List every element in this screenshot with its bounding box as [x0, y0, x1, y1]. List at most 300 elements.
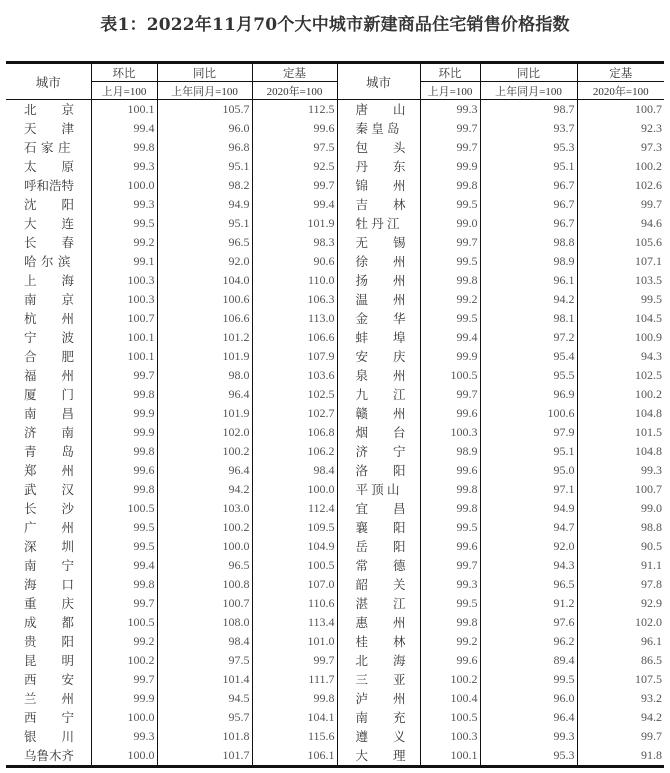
city-name-left: 南 昌	[24, 406, 75, 421]
base-value-left: 98.4	[252, 461, 337, 480]
city-name-left: 乌鲁木齐	[6, 746, 91, 767]
yoy-value-left: 100.0	[157, 537, 252, 556]
base-value-right: 102.6	[577, 176, 664, 195]
mom-value-right: 99.7	[420, 119, 480, 138]
yoy-value-right: 95.1	[480, 157, 577, 176]
yoy-value-right: 94.2	[480, 290, 577, 309]
yoy-value-right: 94.7	[480, 518, 577, 537]
city-name-left: 西 安	[24, 672, 75, 687]
table-row	[6, 119, 664, 138]
yoy-value-left: 101.4	[157, 670, 252, 689]
mom-value-left: 99.4	[91, 556, 157, 575]
city-name-left: 沈 阳	[24, 197, 75, 212]
yoy-value-right: 96.0	[480, 689, 577, 708]
yoy-value-right: 98.9	[480, 252, 577, 271]
yoy-value-right: 94.3	[480, 556, 577, 575]
mom-value-right: 100.1	[420, 746, 480, 767]
table-row	[6, 366, 664, 385]
mom-value-left: 100.1	[91, 100, 157, 120]
yoy-value-left: 100.8	[157, 575, 252, 594]
header-row-2	[6, 82, 664, 100]
mom-value-left: 99.8	[91, 138, 157, 157]
yoy-value-left: 102.0	[157, 423, 252, 442]
table-row	[6, 176, 664, 195]
mom-value-left: 99.1	[91, 252, 157, 271]
mom-value-right: 99.5	[420, 594, 480, 613]
city-name-right: 泸 州	[337, 689, 420, 708]
base-value-left: 106.2	[252, 442, 337, 461]
base-value-left: 99.7	[252, 176, 337, 195]
yoy-value-right: 96.7	[480, 195, 577, 214]
yoy-value-left: 100.6	[157, 290, 252, 309]
city-name-right: 赣 州	[337, 404, 420, 423]
mom-value-left: 99.3	[91, 727, 157, 746]
mom-value-left: 100.1	[91, 347, 157, 366]
city-name-right: 吉 林	[337, 195, 420, 214]
base-value-right: 93.2	[577, 689, 664, 708]
price-index-table	[6, 61, 664, 768]
base-value-left: 107.0	[252, 575, 337, 594]
header-mom-left: 环比	[91, 63, 157, 82]
city-name-right: 济 宁	[337, 442, 420, 461]
yoy-value-right: 95.0	[480, 461, 577, 480]
city-name-left: 深 圳	[24, 539, 75, 554]
city-name-right: 安 庆	[337, 347, 420, 366]
header-base-left: 定基	[252, 63, 337, 82]
table-row	[6, 632, 664, 651]
mom-value-right: 99.8	[420, 480, 480, 499]
city-name-right: 徐 州	[337, 252, 420, 271]
city-name-left: 贵 阳	[24, 634, 75, 649]
table-row	[6, 138, 664, 157]
header-base-sub-right: 2020年=100	[577, 82, 664, 100]
city-name-right: 无 锡	[337, 233, 420, 252]
base-value-right: 107.1	[577, 252, 664, 271]
yoy-value-left: 94.9	[157, 195, 252, 214]
yoy-value-right: 92.0	[480, 537, 577, 556]
mom-value-right: 100.5	[420, 708, 480, 727]
table-row	[6, 480, 664, 499]
base-value-right: 99.5	[577, 290, 664, 309]
table-row	[6, 214, 664, 233]
city-name-left: 南 宁	[24, 558, 75, 573]
yoy-value-left: 98.0	[157, 366, 252, 385]
base-value-right: 100.2	[577, 385, 664, 404]
base-value-left: 100.5	[252, 556, 337, 575]
base-value-right: 97.3	[577, 138, 664, 157]
city-name-left: 武 汉	[24, 482, 75, 497]
header-city-right: 城市	[337, 63, 420, 100]
mom-value-right: 99.9	[420, 347, 480, 366]
yoy-value-right: 99.5	[480, 670, 577, 689]
city-name-right: 泉 州	[337, 366, 420, 385]
yoy-value-right: 97.6	[480, 613, 577, 632]
mom-value-right: 99.7	[420, 138, 480, 157]
city-name-right: 丹 东	[337, 157, 420, 176]
yoy-value-left: 97.5	[157, 651, 252, 670]
mom-value-left: 99.8	[91, 385, 157, 404]
yoy-value-left: 94.2	[157, 480, 252, 499]
mom-value-right: 99.3	[420, 100, 480, 120]
table-row	[6, 537, 664, 556]
city-name-left: 重 庆	[24, 596, 75, 611]
mom-value-right: 99.7	[420, 233, 480, 252]
mom-value-right: 99.8	[420, 271, 480, 290]
city-name-right: 遵 义	[337, 727, 420, 746]
base-value-left: 113.0	[252, 309, 337, 328]
yoy-value-right: 97.2	[480, 328, 577, 347]
base-value-left: 115.6	[252, 727, 337, 746]
table-row	[6, 157, 664, 176]
city-name-right: 惠 州	[337, 613, 420, 632]
mom-value-right: 100.2	[420, 670, 480, 689]
base-value-left: 106.1	[252, 746, 337, 767]
city-name-right: 岳 阳	[337, 537, 420, 556]
mom-value-left: 100.7	[91, 309, 157, 328]
city-name-right: 北 海	[337, 651, 420, 670]
city-name-right: 襄 阳	[337, 518, 420, 537]
yoy-value-left: 96.5	[157, 556, 252, 575]
mom-value-left: 99.4	[91, 119, 157, 138]
yoy-value-right: 96.9	[480, 385, 577, 404]
table-row	[6, 404, 664, 423]
table-row	[6, 575, 664, 594]
base-value-left: 90.6	[252, 252, 337, 271]
mom-value-left: 99.3	[91, 157, 157, 176]
yoy-value-right: 95.4	[480, 347, 577, 366]
table-row	[6, 328, 664, 347]
mom-value-right: 99.2	[420, 632, 480, 651]
table-row	[6, 727, 664, 746]
base-value-right: 94.2	[577, 708, 664, 727]
mom-value-left: 99.9	[91, 423, 157, 442]
yoy-value-right: 99.3	[480, 727, 577, 746]
city-name-right: 金 华	[337, 309, 420, 328]
city-name-left: 杭 州	[24, 311, 75, 326]
yoy-value-left: 96.5	[157, 233, 252, 252]
yoy-value-right: 95.3	[480, 138, 577, 157]
yoy-value-left: 95.7	[157, 708, 252, 727]
city-name-left: 合 肥	[24, 349, 75, 364]
mom-value-left: 99.9	[91, 404, 157, 423]
table-row	[6, 461, 664, 480]
base-value-left: 101.9	[252, 214, 337, 233]
header-mom-sub-right: 上月=100	[420, 82, 480, 100]
yoy-value-left: 101.9	[157, 347, 252, 366]
mom-value-right: 99.6	[420, 651, 480, 670]
mom-value-right: 99.8	[420, 176, 480, 195]
table-row	[6, 290, 664, 309]
base-value-right: 92.9	[577, 594, 664, 613]
base-value-left: 110.0	[252, 271, 337, 290]
city-name-right: 温 州	[337, 290, 420, 309]
header-mom-sub-left: 上月=100	[91, 82, 157, 100]
table-row	[6, 499, 664, 518]
mom-value-right: 99.6	[420, 461, 480, 480]
mom-value-right: 100.3	[420, 423, 480, 442]
base-value-left: 106.6	[252, 328, 337, 347]
table-row	[6, 195, 664, 214]
city-name-right: 宜 昌	[337, 499, 420, 518]
table-row	[6, 708, 664, 727]
city-name-right: 韶 关	[337, 575, 420, 594]
city-name-left: 长 沙	[24, 501, 75, 516]
city-name-left: 成 都	[24, 615, 75, 630]
mom-value-left: 100.0	[91, 176, 157, 195]
base-value-right: 104.5	[577, 309, 664, 328]
mom-value-right: 99.5	[420, 195, 480, 214]
base-value-left: 103.6	[252, 366, 337, 385]
mom-value-right: 98.9	[420, 442, 480, 461]
base-value-left: 106.8	[252, 423, 337, 442]
mom-value-left: 100.1	[91, 328, 157, 347]
yoy-value-right: 96.2	[480, 632, 577, 651]
city-name-left: 北 京	[24, 102, 75, 117]
mom-value-left: 99.6	[91, 461, 157, 480]
mom-value-right: 99.5	[420, 518, 480, 537]
base-value-left: 102.5	[252, 385, 337, 404]
header-yoy-sub-left: 上年同月=100	[157, 82, 252, 100]
city-name-left: 宁 波	[24, 330, 75, 345]
yoy-value-left: 96.4	[157, 461, 252, 480]
city-name-left: 海 口	[24, 577, 75, 592]
base-value-left: 112.4	[252, 499, 337, 518]
table-row	[6, 651, 664, 670]
city-name-right: 九 江	[337, 385, 420, 404]
mom-value-left: 99.5	[91, 518, 157, 537]
mom-value-left: 99.5	[91, 537, 157, 556]
yoy-value-right: 89.4	[480, 651, 577, 670]
city-name-left: 天 津	[24, 121, 75, 136]
mom-value-right: 99.7	[420, 385, 480, 404]
base-value-left: 92.5	[252, 157, 337, 176]
base-value-right: 100.2	[577, 157, 664, 176]
city-name-right: 烟 台	[337, 423, 420, 442]
city-name-left: 兰 州	[24, 691, 75, 706]
yoy-value-left: 103.0	[157, 499, 252, 518]
city-name-right: 蚌 埠	[337, 328, 420, 347]
base-value-left: 104.1	[252, 708, 337, 727]
yoy-value-right: 91.2	[480, 594, 577, 613]
city-name-right: 桂 林	[337, 632, 420, 651]
city-name-right: 洛 阳	[337, 461, 420, 480]
header-base-right: 定基	[577, 63, 664, 82]
city-name-right: 牡丹江	[337, 214, 420, 233]
base-value-left: 99.6	[252, 119, 337, 138]
mom-value-right: 99.6	[420, 537, 480, 556]
base-value-right: 98.8	[577, 518, 664, 537]
yoy-value-left: 100.2	[157, 442, 252, 461]
city-name-left: 长 春	[24, 235, 75, 250]
yoy-value-right: 96.4	[480, 708, 577, 727]
base-value-left: 99.4	[252, 195, 337, 214]
yoy-value-left: 108.0	[157, 613, 252, 632]
yoy-value-left: 106.6	[157, 309, 252, 328]
yoy-value-left: 105.7	[157, 100, 252, 120]
city-name-right: 唐 山	[337, 100, 420, 120]
mom-value-left: 100.2	[91, 651, 157, 670]
yoy-value-right: 100.6	[480, 404, 577, 423]
mom-value-left: 99.8	[91, 575, 157, 594]
yoy-value-left: 95.1	[157, 214, 252, 233]
mom-value-right: 99.6	[420, 404, 480, 423]
city-name-left: 南 京	[24, 292, 75, 307]
yoy-value-left: 94.5	[157, 689, 252, 708]
base-value-right: 94.3	[577, 347, 664, 366]
yoy-value-left: 98.4	[157, 632, 252, 651]
base-value-left: 109.5	[252, 518, 337, 537]
table-row	[6, 689, 664, 708]
table-row	[6, 518, 664, 537]
yoy-value-right: 98.1	[480, 309, 577, 328]
city-name-right: 常 德	[337, 556, 420, 575]
mom-value-left: 100.5	[91, 499, 157, 518]
mom-value-left: 100.0	[91, 746, 157, 767]
header-yoy-right: 同比	[480, 63, 577, 82]
city-name-left: 福 州	[24, 368, 75, 383]
base-value-right: 104.8	[577, 404, 664, 423]
table-row	[6, 423, 664, 442]
yoy-value-left: 101.7	[157, 746, 252, 767]
table-row	[6, 100, 664, 120]
yoy-value-right: 96.5	[480, 575, 577, 594]
yoy-value-left: 100.7	[157, 594, 252, 613]
mom-value-left: 99.7	[91, 594, 157, 613]
yoy-value-right: 97.1	[480, 480, 577, 499]
table-row	[6, 385, 664, 404]
mom-value-right: 99.0	[420, 214, 480, 233]
mom-value-left: 100.5	[91, 613, 157, 632]
mom-value-right: 99.2	[420, 290, 480, 309]
mom-value-left: 100.0	[91, 708, 157, 727]
yoy-value-right: 95.3	[480, 746, 577, 767]
table-row	[6, 233, 664, 252]
city-name-left: 太 原	[24, 159, 75, 174]
table-row	[6, 670, 664, 689]
city-name-left: 济 南	[24, 425, 75, 440]
city-name-right: 平顶山	[337, 480, 420, 499]
yoy-value-right: 98.8	[480, 233, 577, 252]
mom-value-left: 99.7	[91, 366, 157, 385]
mom-value-right: 100.4	[420, 689, 480, 708]
city-name-left: 呼和浩特	[24, 178, 75, 193]
base-value-right: 99.7	[577, 195, 664, 214]
city-name-right: 秦皇岛	[337, 119, 420, 138]
mom-value-left: 99.2	[91, 632, 157, 651]
base-value-left: 104.9	[252, 537, 337, 556]
city-name-left: 厦 门	[24, 387, 75, 402]
base-value-left: 113.4	[252, 613, 337, 632]
yoy-value-left: 96.8	[157, 138, 252, 157]
base-value-right: 86.5	[577, 651, 664, 670]
header-city-left: 城市	[6, 63, 91, 100]
mom-value-right: 99.8	[420, 499, 480, 518]
base-value-left: 99.8	[252, 689, 337, 708]
yoy-value-left: 98.2	[157, 176, 252, 195]
mom-value-left: 100.3	[91, 290, 157, 309]
mom-value-left: 99.9	[91, 689, 157, 708]
mom-value-left: 99.2	[91, 233, 157, 252]
mom-value-right: 99.5	[420, 309, 480, 328]
table-body	[6, 100, 664, 767]
table-row	[6, 442, 664, 461]
base-value-right: 101.5	[577, 423, 664, 442]
mom-value-right: 99.7	[420, 556, 480, 575]
base-value-left: 98.3	[252, 233, 337, 252]
city-name-left: 青 岛	[24, 444, 75, 459]
city-name-right: 湛 江	[337, 594, 420, 613]
city-name-right: 包 头	[337, 138, 420, 157]
mom-value-right: 100.3	[420, 727, 480, 746]
base-value-right: 99.0	[577, 499, 664, 518]
base-value-right: 100.7	[577, 100, 664, 120]
base-value-right: 107.5	[577, 670, 664, 689]
base-value-left: 111.7	[252, 670, 337, 689]
mom-value-right: 99.3	[420, 575, 480, 594]
yoy-value-right: 98.7	[480, 100, 577, 120]
table-row	[6, 252, 664, 271]
base-value-left: 97.5	[252, 138, 337, 157]
base-value-left: 112.5	[252, 100, 337, 120]
yoy-value-left: 101.8	[157, 727, 252, 746]
yoy-value-left: 101.2	[157, 328, 252, 347]
base-value-right: 105.6	[577, 233, 664, 252]
yoy-value-left: 104.0	[157, 271, 252, 290]
base-value-right: 92.3	[577, 119, 664, 138]
yoy-value-right: 95.1	[480, 442, 577, 461]
base-value-right: 91.8	[577, 746, 664, 767]
mom-value-left: 99.3	[91, 195, 157, 214]
base-value-right: 99.7	[577, 727, 664, 746]
base-value-right: 97.8	[577, 575, 664, 594]
city-name-left: 石家庄	[24, 140, 71, 155]
yoy-value-right: 95.5	[480, 366, 577, 385]
mom-value-left: 99.7	[91, 670, 157, 689]
table-row	[6, 309, 664, 328]
header-base-sub-left: 2020年=100	[252, 82, 337, 100]
base-value-right: 102.0	[577, 613, 664, 632]
city-name-left: 广 州	[24, 520, 75, 535]
city-name-right: 南 充	[337, 708, 420, 727]
yoy-value-right: 96.7	[480, 214, 577, 233]
base-value-right: 100.9	[577, 328, 664, 347]
city-name-left: 哈尔滨	[24, 254, 71, 269]
base-value-left: 100.0	[252, 480, 337, 499]
table-row	[6, 594, 664, 613]
header-yoy-left: 同比	[157, 63, 252, 82]
table-row	[6, 556, 664, 575]
table-row	[6, 271, 664, 290]
base-value-left: 101.0	[252, 632, 337, 651]
mom-value-right: 99.8	[420, 613, 480, 632]
mom-value-left: 100.3	[91, 271, 157, 290]
base-value-left: 106.3	[252, 290, 337, 309]
base-value-left: 99.7	[252, 651, 337, 670]
city-name-left: 上 海	[24, 273, 75, 288]
mom-value-left: 99.5	[91, 214, 157, 233]
base-value-right: 90.5	[577, 537, 664, 556]
base-value-right: 99.3	[577, 461, 664, 480]
base-value-left: 107.9	[252, 347, 337, 366]
city-name-left: 郑 州	[24, 463, 75, 478]
yoy-value-right: 93.7	[480, 119, 577, 138]
base-value-left: 110.6	[252, 594, 337, 613]
table-title: 表1：2022年11月70个大中城市新建商品住宅销售价格指数	[100, 15, 570, 35]
yoy-value-left: 96.4	[157, 385, 252, 404]
header-row-1	[6, 63, 664, 82]
yoy-value-left: 101.9	[157, 404, 252, 423]
city-name-left: 西 宁	[24, 710, 75, 725]
